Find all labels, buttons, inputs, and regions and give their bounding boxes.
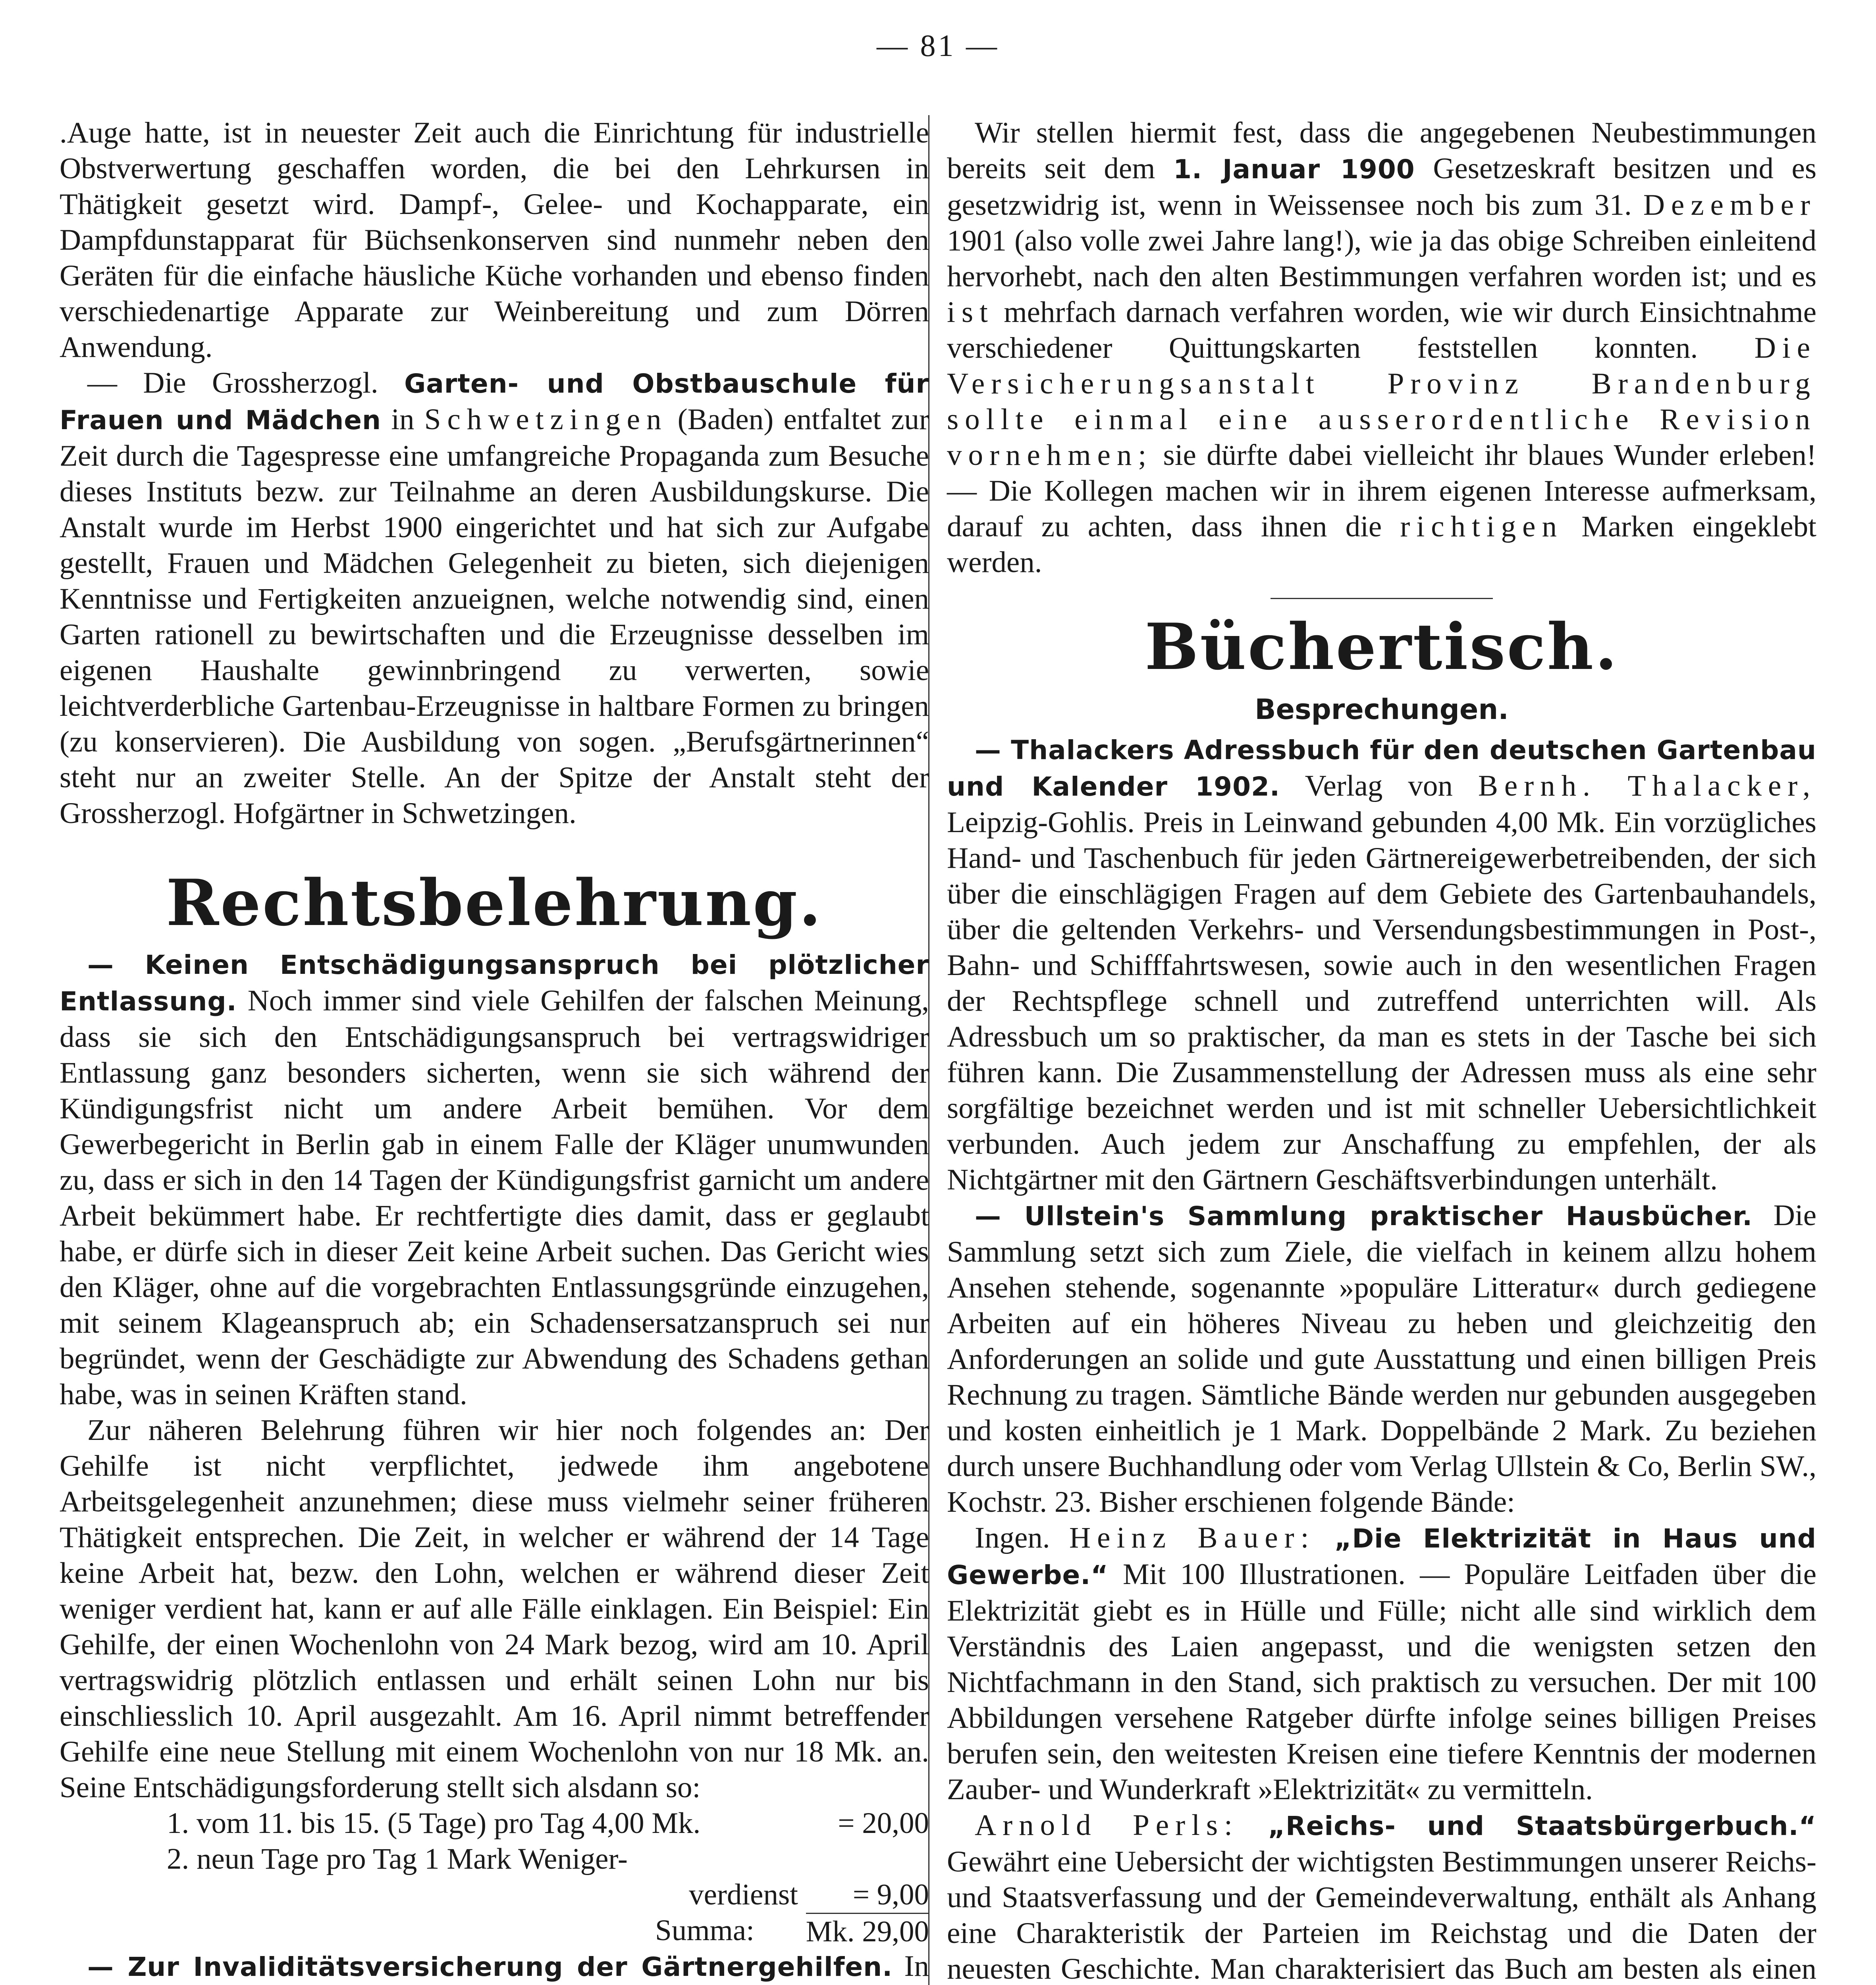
- bold-title: Garten- und Obstbauschule für Frauen und Mädchen: [60, 368, 929, 436]
- text: Wir stellen hiermit fest, dass die angegebenen Neubestimmungen bereits seit dem: [947, 116, 1816, 185]
- text: mehrfach darnach verfahren worden, wie wir durch Einsichtnahme verschiedener Quittungskarten feststellen konnten.: [947, 296, 1817, 364]
- subheading-besprechungen: Besprechungen.: [1255, 693, 1509, 726]
- paragraph-entlassung: [60, 946, 929, 1413]
- text: Leipzig-Gohlis. Preis in Leinwand gebunden 4,00 Mk. Ein vorzügliches Hand- und Taschenbuch für jeden Gärtnereigewerbetreibenden, der sich über die einschlägigen Fragen auf dem Gebiete des Gartenbauhandels, über die geltenden Verkehrs- und Versendungsbestimmungen in Post-, Bahn- und Schifffahrtswesen, sowie auch in den wesentlichen Fragen der Rechtspflege schnell und zutreffend unterrichten will. Als Adressbuch um so praktischer, da man es stets in der Tasche bei sich führen kann. Die Zusammenstellung der Adressen muss als eine sehr sorgfältige bezeichnet werden und ist mit schneller Uebersichtlichkeit verbunden. Auch jedem zur Anschaffung zu empfehlen, der als Nichtgärtner mit den Gärtnern Geschäftsverbindungen unterhält.: [947, 806, 1816, 1196]
- paragraph-belehrung: Zur näheren Belehrung führen wir hier noch folgendes an: Der Gehilfe ist nicht verpflichtet, jedwede ihm angebotene Arbeitsgelegenheit anzunehmen; diese muss vielmehr seiner früheren Thätigkeit entsprechen. Die Zeit, in welcher er während der 14 Tage keine Arbeit hat, bezw. den Lohn, welchen er während dieser Zeit weniger verdient hat, kann er auf alle Fälle einklagen. Ein Beispiel: Ein Gehilfe, der einen Wochenlohn von 24 Mark bezog, wird am 10. April vertragswidrig plötzlich entlassen und erhält seinen Lohn nur bis einschliesslich 10. April ausgezahlt. Am 16. April nimmt betreffender Gehilfe eine neue Stellung mit einem Wochenlohn von nur 18 Mk. an. Seine Entschädigungsforderung stellt sich alsdann so:: [60, 1414, 929, 1804]
- calc-value: = 9,00: [852, 1878, 929, 1911]
- spaced-text: Die Versicherungsanstalt Provinz Brandenburg sollte einmal eine ausserordentliche Revision vornehmen;: [947, 331, 1816, 472]
- paragraph-staatsbuerger: [947, 1808, 1816, 1985]
- calc-text: 2. neun Tage pro Tag 1 Mark Weniger-: [167, 1842, 628, 1875]
- spaced-text: ist: [947, 296, 994, 329]
- text: Gewährt eine Uebersicht der wichtigsten Bestimmungen unserer Reichs- und Staatsverfassung und der Gemeindeverwaltung, enthält als Anhang eine Charakteristik der Parteien im Reichstag und die Daten der neuesten Geschichte. Man charakterisiert das Buch am besten als einen: [947, 1845, 1816, 1985]
- calc-value: Mk. 29,00: [806, 1913, 929, 1950]
- bold-date: 1. Januar 1900: [1173, 154, 1415, 185]
- page-number: — 81 —: [877, 28, 999, 63]
- calc-line-1: [60, 1806, 929, 1841]
- paragraph-thalacker: [947, 732, 1816, 1198]
- text: (Baden) entfaltet zur Zeit durch die Tagespresse eine umfangreiche Propaganda zum Besuche dieses Instituts bezw. zur Teilnahme an deren Ausbildungskurse. Die Anstalt wurde im Herbst 1900 eingerichtet und hat sich zur Aufgabe gestellt, Frauen und Mädchen Gelegenheit zu bieten, sich diejenigen Kenntnisse und Fertigkeiten anzueignen, welche notwendig sind, einen Garten rationell zu bewirtschaften und die Erzeugnisse desselben im eigenen Haushalte gewinnbringend zu verwerten, sowie leichtverderbliche Gartenbau-Erzeugnisse in haltbare Formen zu bringen (zu konservieren). Die Ausbildung von sogen. „Berufsgärtnerinnen“ steht nur an zweiter Stelle. An der Spitze der Anstalt steht der Grossherzogl. Hofgärtner in Schwetzingen.: [60, 403, 929, 830]
- calc-text: verdienst: [689, 1878, 798, 1911]
- bold-title: — Zur Invaliditätsversicherung der Gärtnergehilfen.: [87, 1952, 893, 1982]
- text: Die Sammlung setzt sich zum Ziele, die vielfach in keinem allzu hohem Ansehen stehende, sogenannte »populäre Litteratur« durch gediegene Arbeiten auf ein höheres Niveau zu heben und gleichzeitig den Anforderungen an solide und gute Ausstattung und einen billigen Preis Rechnung zu tragen. Sämtliche Bände werden nur gebunden ausgegeben und kosten einheitlich je 1 Mark. Doppelbände 2 Mark. Zu beziehen durch unsere Buchhandlung oder vom Verlag Ullstein & Co, Berlin SW., Kochstr. 23. Bisher erschienen folgende Bände:: [947, 1199, 1816, 1519]
- paragraph-feststellung: [947, 115, 1816, 580]
- author-name: Arnold Perls:: [975, 1809, 1239, 1842]
- bold-title: — Thalackers Adressbuch für den deutschen Gartenbau und Kalender 1902.: [947, 735, 1816, 802]
- text: Gesetzeskraft besitzen und es gesetzwidrig ist, wenn in Weissensee noch bis zum 31.: [947, 152, 1817, 222]
- calc-text: Summa:: [655, 1914, 754, 1947]
- paragraph-elektrizitaet: [947, 1520, 1816, 1808]
- text: in: [391, 403, 415, 436]
- text: Noch immer sind viele Gehilfen der falschen Meinung, dass sie sich den Entschädigungsanspruch bei vertragswidriger Entlassung ganz besonders sicherten, wenn sie sich während der Kündigungsfrist nicht um andere Arbeit bemühen. Vor dem Gewerbegericht in Berlin gab in einem Falle der Kläger unumwunden zu, dass er sich in den 14 Tagen der Kündigungsfrist garnicht um andere Arbeit bekümmert habe. Er rechtfertigte dies damit, dass er geglaubt habe, er dürfe sich in dieser Zeit keine Arbeit suchen. Das Gericht wies den Kläger, ohne auf die vorgebrachten Entlassungsgründe einzugehen, mit seinem Klageanspruch ab; ein Schadensersatzanspruch sei nur begründet, wenn der Geschädigte zur Abwendung des Schadens gethan habe, was in seinen Kräften stand.: [60, 984, 929, 1411]
- text: Ingen.: [975, 1521, 1050, 1554]
- heading-buechertisch: Büchertisch.: [1145, 609, 1619, 684]
- text: Verlag von: [1305, 769, 1453, 802]
- paragraph-obstverwertung: .Auge hatte, ist in neuester Zeit auch die Einrichtung für industrielle Obstverwertung geschaffen worden, die bei den Lehrkursen in Thätigkeit gesetzt wird. Dampf-, Gelee- und Kochapparate, ein Dampfdunstapparat für Büchsenkonserven sind nunmehr neben den Geräten für die einfache häusliche Küche vorhanden und ebenso finden verschiedenartige Apparate zur Weinbereitung und zum Dörren Anwendung.: [60, 116, 929, 364]
- text: Marken eingeklebt werden.: [947, 510, 1817, 579]
- calc-sum: [60, 1913, 929, 1948]
- text: 1901 (also volle zwei Jahre lang!), wie ja das obige Schreiben einleitend hervorhebt, nach den alten Bestimmungen verfahren worden ist; und es: [947, 224, 1816, 293]
- paragraph-ullstein: [947, 1198, 1816, 1520]
- text: sie dürfte dabei vielleicht ihr blaues Wunder erleben! — Die Kollegen machen wir in ihrem eigenen Interesse aufmerksam, darauf zu achten, dass ihnen die: [947, 439, 1817, 543]
- calc-value: = 20,00: [838, 1807, 929, 1840]
- spaced-text: Schwetzingen: [424, 403, 668, 436]
- left-column: [60, 115, 929, 1985]
- calc-line-2: [60, 1841, 929, 1877]
- bold-title: — Ullstein's Sammlung praktischer Hausbücher.: [975, 1201, 1753, 1231]
- section-rule: [1271, 598, 1493, 599]
- author-name: Heinz Bauer:: [1069, 1521, 1315, 1554]
- bold-title: „Reichs- und Staatsbürgerbuch.“: [1268, 1811, 1816, 1841]
- spaced-text: richtigen: [1400, 510, 1563, 543]
- right-column: [947, 115, 1816, 1985]
- spaced-text: Bernh. Thalacker,: [1478, 769, 1817, 802]
- text: Mit 100 Illustrationen. — Populäre Leitfaden über die Elektrizität giebt es in Hülle und Fülle; nicht alle sind wirklich dem Verständnis des Laien angepasst, und die wenigsten setzen den Nichtfachmann in den Stand, sich praktisch zu versuchen. Der mit 100 Abbildungen versehene Ratgeber dürfte infolge seines billigen Preises berufen sein, den weitesten Kreisen eine tiefere Kenntnis der modernen Zauber- und Wunderkraft »Elektrizität« zu vermitteln.: [947, 1558, 1816, 1806]
- paragraph-invaliditaet: [60, 1948, 929, 1985]
- heading-rechtsbelehrung: Rechtsbelehrung.: [166, 865, 823, 940]
- calc-text: 1. vom 11. bis 15. (5 Tage) pro Tag 4,00 Mk.: [167, 1807, 701, 1840]
- bold-title: „Die Elektrizität in Haus und Gewerbe.“: [947, 1523, 1816, 1590]
- text: — Die Grossherzogl.: [87, 366, 378, 399]
- bold-title: — Keinen Entschädigungsanspruch bei plötzlicher Entlassung.: [60, 950, 929, 1017]
- calc-line-3: [60, 1877, 929, 1913]
- text: In: [904, 1950, 929, 1983]
- paragraph-schwetzingen: [60, 365, 929, 831]
- spaced-text: Dezember: [1643, 189, 1817, 222]
